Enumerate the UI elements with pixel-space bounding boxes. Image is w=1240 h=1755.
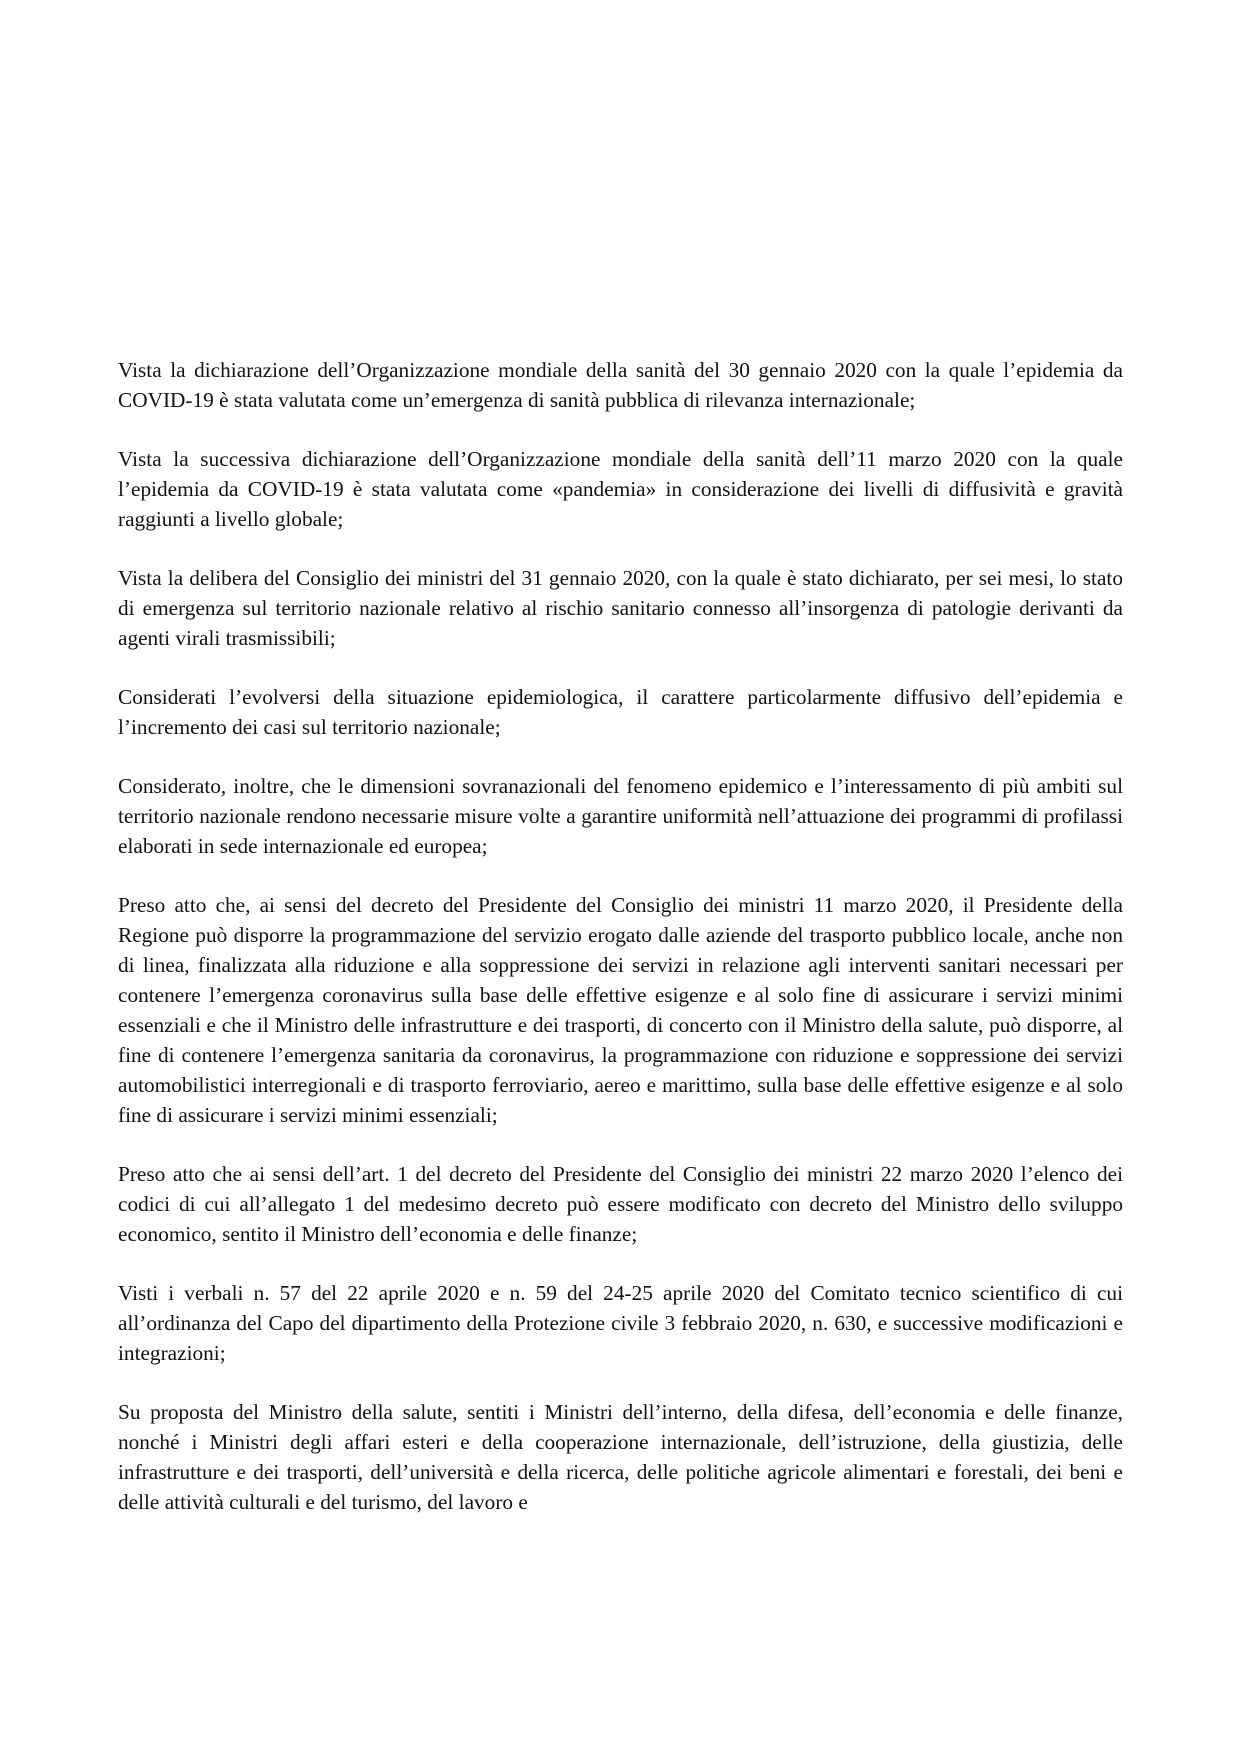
paragraph-minister-proposal: Su proposta del Ministro della salute, sentiti i Ministri dell’interno, della difesa, dell’economia e delle finanze, nonché i Ministri degli affari esteri e della cooperazione internazionale, dell’istruzione, della giustizia, delle infrastrutture e dei trasporti, dell’università e della ricerca, delle politiche agricole alimentari e forestali, dei beni e delle attività culturali e del turismo, del lavoro e: [118, 1400, 1123, 1514]
document-page: [118, 355, 1123, 1546]
paragraph-who-declaration: Vista la dichiarazione dell’Organizzazione mondiale della sanità del 30 gennaio 2020 con la quale l’epidemia da COVID-19 è stata valutata come un’emergenza di sanità pubblica di rilevanza internazionale;: [118, 358, 1123, 412]
paragraph-committee-reports: Visti i verbali n. 57 del 22 aprile 2020 e n. 59 del 24-25 aprile 2020 del Comitato tecnico scientifico di cui all’ordinanza del Capo del dipartimento della Protezione civile 3 febbraio 2020, n. 630, e successive modificazioni e integrazioni;: [118, 1281, 1123, 1365]
paragraph-supranational-dimensions: Considerato, inoltre, che le dimensioni sovranazionali del fenomeno epidemico e l’interessamento di più ambiti sul territorio nazionale rendono necessarie misure volte a garantire uniformità nell’attuazione dei programmi di profilassi elaborati in sede internazionale ed europea;: [118, 774, 1123, 858]
paragraph-council-resolution: Vista la delibera del Consiglio dei ministri del 31 gennaio 2020, con la quale è stato dichiarato, per sei mesi, lo stato di emergenza sul territorio nazionale relativo al rischio sanitario connesso all’insorgenza di patologie derivanti da agenti virali trasmissibili;: [118, 566, 1123, 650]
paragraph-codes-list: Preso atto che ai sensi dell’art. 1 del decreto del Presidente del Consiglio dei ministri 22 marzo 2020 l’elenco dei codici di cui all’allegato 1 del medesimo decreto può essere modificato con decreto del Ministro dello sviluppo economico, sentito il Ministro dell’economia e delle finanze;: [118, 1162, 1123, 1246]
paragraph-pandemic-declaration: Vista la successiva dichiarazione dell’Organizzazione mondiale della sanità dell’11 marzo 2020 con la quale l’epidemia da COVID-19 è stata valutata come «pandemia» in considerazione dei livelli di diffusività e gravità raggiunti a livello globale;: [118, 447, 1123, 531]
paragraph-transport-programming: Preso atto che, ai sensi del decreto del Presidente del Consiglio dei ministri 11 marzo 2020, il Presidente della Regione può disporre la programmazione del servizio erogato dalle aziende del trasporto pubblico locale, anche non di linea, finalizzata alla riduzione e alla soppressione dei servizi in relazione agli interventi sanitari necessari per contenere l’emergenza coronavirus sulla base delle effettive esigenze e al solo fine di assicurare i servizi minimi essenziali e che il Ministro delle infrastrutture e dei trasporti, di concerto con il Ministro della salute, può disporre, al fine di contenere l’emergenza sanitaria da coronavirus, la programmazione con riduzione e soppressione dei servizi automobilistici interregionali e di trasporto ferroviario, aereo e marittimo, sulla base delle effettive esigenze e al solo fine di assicurare i servizi minimi essenziali;: [118, 893, 1123, 1127]
paragraph-epidemiological-situation: Considerati l’evolversi della situazione epidemiologica, il carattere particolarmente diffusivo dell’epidemia e l’incremento dei casi sul territorio nazionale;: [118, 685, 1123, 739]
